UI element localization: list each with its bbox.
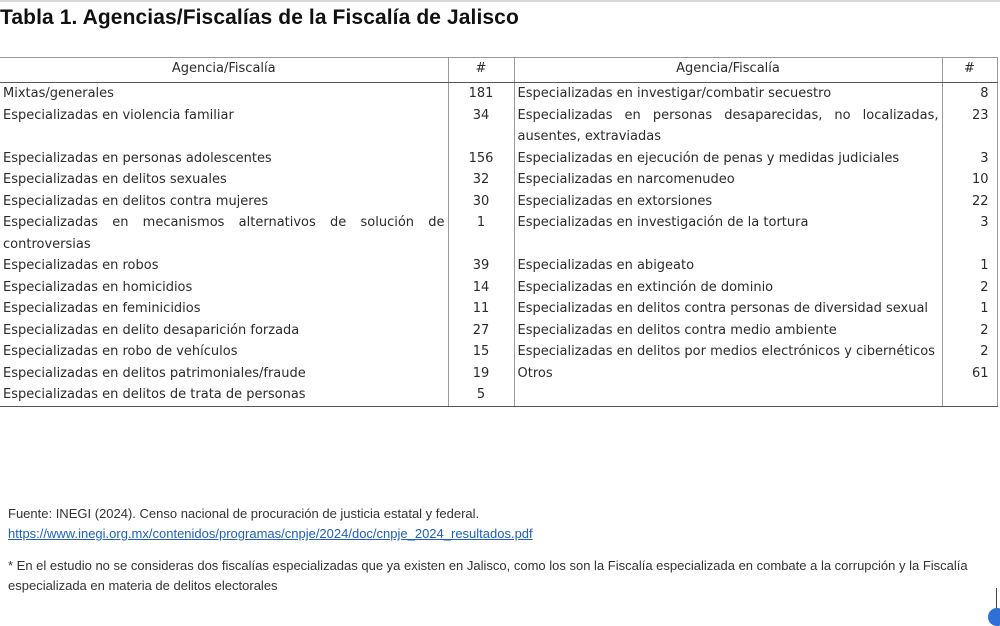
left-count-cell: 1: [448, 212, 514, 255]
floating-action-icon[interactable]: [988, 608, 1000, 626]
left-agency-cell: Especializadas en homicidios: [0, 277, 448, 299]
left-count-cell: 34: [448, 105, 514, 148]
top-divider: [0, 0, 1000, 2]
right-count-cell: 3: [942, 148, 997, 170]
table-row: [0, 212, 997, 255]
left-agency-cell: Especializadas en personas adolescentes: [0, 148, 448, 170]
right-count-cell: [942, 384, 997, 406]
right-count-cell: 23: [942, 105, 997, 148]
table-row: [0, 384, 997, 406]
right-agency-cell: Especializadas en investigación de la tortura: [514, 212, 942, 255]
right-count-cell: 8: [942, 83, 997, 105]
right-agency-cell: Especializadas en abigeato: [514, 255, 942, 277]
agencies-table: [0, 57, 998, 407]
left-agency-cell: Especializadas en delitos sexuales: [0, 169, 448, 191]
right-agency-cell: Especializadas en ejecución de penas y medidas judiciales: [514, 148, 942, 170]
left-count-cell: 181: [448, 83, 514, 105]
right-agency-cell: Especializadas en delitos contra medio ambiente: [514, 320, 942, 342]
source-block: [8, 504, 533, 544]
table-row: [0, 148, 997, 170]
left-agency-cell: Mixtas/generales: [0, 83, 448, 105]
table-row: [0, 363, 997, 385]
footnote: * En el estudio no se consideras dos fiscalías especializadas que ya existen en Jalisco, como los son la Fiscalía especializada en combate a la corrupción y la Fiscalía especializada en materia de delitos electorales: [8, 558, 968, 593]
left-count-cell: 15: [448, 341, 514, 363]
right-count-cell: 61: [942, 363, 997, 385]
left-count-cell: 11: [448, 298, 514, 320]
table-row: [0, 341, 997, 363]
table-row: [0, 298, 997, 320]
table-row: [0, 255, 997, 277]
right-count-cell: 1: [942, 255, 997, 277]
left-agency-cell: Especializadas en violencia familiar: [0, 105, 448, 148]
table-row: [0, 83, 997, 105]
right-agency-cell: Especializadas en extorsiones: [514, 191, 942, 213]
left-count-cell: 14: [448, 277, 514, 299]
right-count-cell: 3: [942, 212, 997, 255]
left-agency-cell: Especializadas en delito desaparición forzada: [0, 320, 448, 342]
left-agency-cell: Especializadas en mecanismos alternativos de solución de controversias: [0, 212, 448, 255]
left-count-cell: 27: [448, 320, 514, 342]
right-count-cell: 22: [942, 191, 997, 213]
table-row: [0, 169, 997, 191]
table-title: Tabla 1. Agencias/Fiscalías de la Fiscalía de Jalisco: [0, 6, 519, 29]
header-count-right: #: [942, 58, 997, 83]
table-body: [0, 83, 997, 407]
right-agency-cell: Especializadas en narcomenudeo: [514, 169, 942, 191]
table-row: [0, 277, 997, 299]
source-link[interactable]: https://www.inegi.org.mx/contenidos/programas/cnpje/2024/doc/cnpje_2024_resultados.pdf: [8, 526, 533, 541]
left-count-cell: 19: [448, 363, 514, 385]
right-agency-cell: [514, 384, 942, 406]
right-agency-cell: Especializadas en investigar/combatir secuestro: [514, 83, 942, 105]
table-row: [0, 191, 997, 213]
left-count-cell: 30: [448, 191, 514, 213]
left-agency-cell: Especializadas en robos: [0, 255, 448, 277]
left-agency-cell: Especializadas en delitos contra mujeres: [0, 191, 448, 213]
right-agency-cell: Especializadas en extinción de dominio: [514, 277, 942, 299]
right-count-cell: 10: [942, 169, 997, 191]
right-agency-cell: Especializadas en delitos por medios electrónicos y cibernéticos: [514, 341, 942, 363]
right-count-cell: 2: [942, 320, 997, 342]
left-count-cell: 156: [448, 148, 514, 170]
left-count-cell: 5: [448, 384, 514, 406]
left-agency-cell: Especializadas en delitos de trata de personas: [0, 384, 448, 406]
right-agency-cell: Otros: [514, 363, 942, 385]
table-header-row: [0, 58, 997, 83]
source-text: Fuente: INEGI (2024). Censo nacional de procuración de justicia estatal y federal.: [8, 506, 480, 521]
table-row: [0, 105, 997, 148]
left-agency-cell: Especializadas en robo de vehículos: [0, 341, 448, 363]
left-agency-cell: Especializadas en feminicidios: [0, 298, 448, 320]
left-count-cell: 32: [448, 169, 514, 191]
header-count-left: #: [448, 58, 514, 83]
right-count-cell: 2: [942, 277, 997, 299]
left-agency-cell: Especializadas en delitos patrimoniales/fraude: [0, 363, 448, 385]
right-count-cell: 2: [942, 341, 997, 363]
right-count-cell: 1: [942, 298, 997, 320]
right-agency-cell: Especializadas en delitos contra personas de diversidad sexual: [514, 298, 942, 320]
header-agency-right: Agencia/Fiscalía: [514, 58, 942, 83]
left-count-cell: 39: [448, 255, 514, 277]
right-agency-cell: Especializadas en personas desaparecidas, no localizadas, ausentes, extraviadas: [514, 105, 942, 148]
table-row: [0, 320, 997, 342]
header-agency-left: Agencia/Fiscalía: [0, 58, 448, 83]
